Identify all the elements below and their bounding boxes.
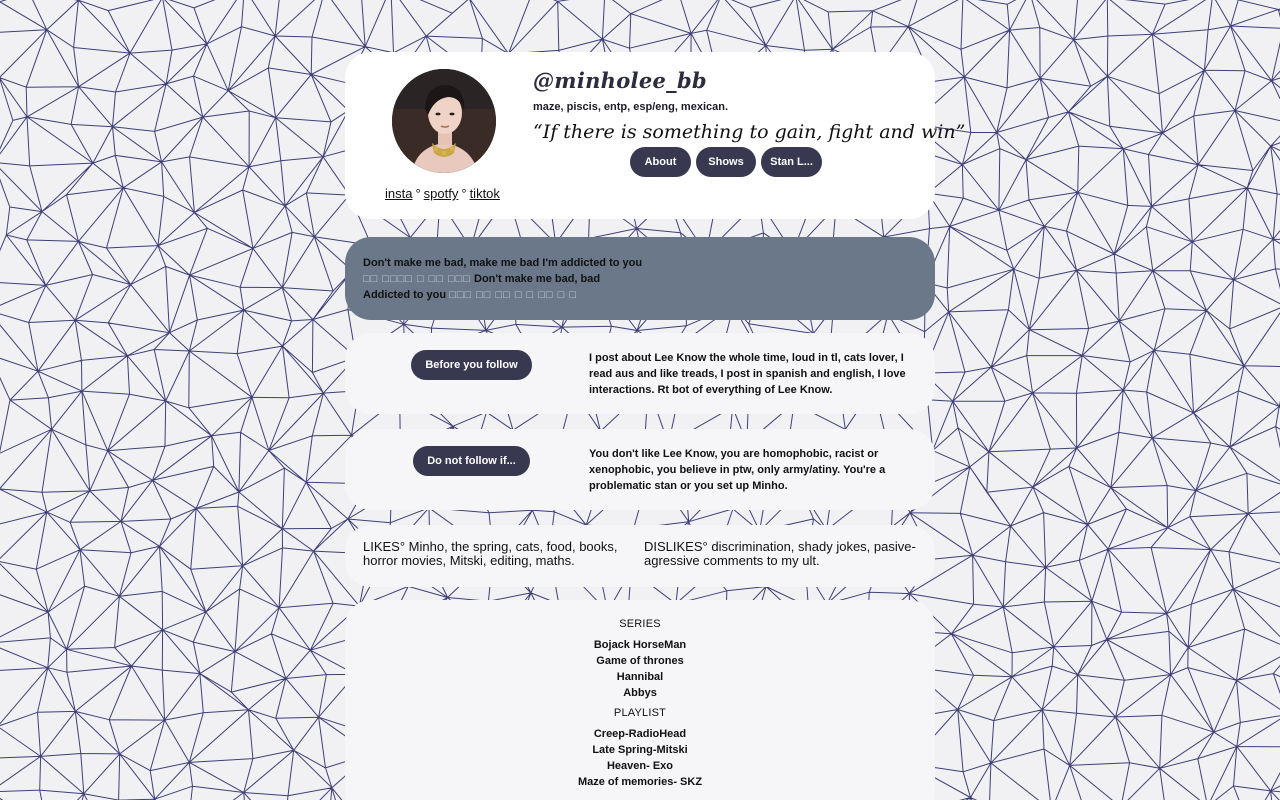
- profile-card: [345, 52, 966, 219]
- profile-quote: “If there is something to gain, fight and win”: [533, 121, 966, 143]
- dislikes-text: DISLIKES° discrimination, shady jokes, pasive-agressive comments to my ult.: [644, 539, 916, 568]
- insta-link[interactable]: insta: [385, 186, 413, 201]
- profile-bio: maze, piscis, entp, esp/eng, mexican.: [533, 101, 729, 113]
- spotify-link[interactable]: spotfy: [423, 186, 459, 201]
- link-separator: °: [461, 186, 467, 201]
- do-not-follow-card: [345, 429, 935, 510]
- tiktok-link[interactable]: tiktok: [469, 186, 500, 201]
- playlist-item: Creep-RadioHead: [593, 728, 687, 740]
- likes-text: LIKES° Minho, the spring, cats, food, books, horror movies, Mitski, editing, maths.: [363, 539, 618, 568]
- series-item: Bojack HorseMan: [593, 639, 687, 651]
- playlist-item: Heaven- Exo: [606, 760, 674, 772]
- preferences-card: [345, 525, 935, 587]
- playlist-item: Maze of memories- SKZ: [577, 776, 703, 788]
- link-separator: °: [415, 186, 421, 201]
- do-not-follow-button[interactable]: Do not follow if...: [413, 446, 530, 476]
- before-you-follow-text: I post about Lee Know the whole time, loud in tl, cats lover, I read aus and like treads, I post in spanish and english, I love interactions. Rt bot of everything of Lee Know.: [589, 352, 906, 396]
- lyric-line-3: [363, 287, 935, 303]
- avatar-photo-icon: [392, 69, 496, 173]
- shows-button[interactable]: Shows: [696, 147, 756, 177]
- series-item: Hannibal: [616, 671, 664, 683]
- social-links: [385, 186, 500, 201]
- series-list: [345, 637, 935, 701]
- lyric-line-2-text: Don't make me bad, bad: [474, 273, 601, 285]
- stan-list-button[interactable]: Stan L...: [761, 147, 822, 177]
- unrendered-glyphs: □□ □□□□ □ □□ □□□: [363, 273, 471, 285]
- lyric-line-1: Don't make me bad, make me bad I'm addicted to you: [363, 257, 643, 269]
- playlist-heading: PLAYLIST: [613, 707, 667, 719]
- about-button[interactable]: About: [630, 147, 691, 177]
- nav-buttons: [630, 147, 822, 177]
- do-not-follow-text: You don't like Lee Know, you are homophobic, racist or xenophobic, you believe in ptw, only army/atiny. You're a problematic stan or you set up Minho.: [589, 448, 886, 492]
- series-playlist-card: [345, 600, 935, 800]
- unrendered-glyphs: □□□ □□ □□ □ □ □□ □ □: [449, 289, 577, 301]
- profile-handle: @minholee_bb: [533, 68, 707, 93]
- series-heading: SERIES: [619, 618, 661, 630]
- before-you-follow-button[interactable]: Before you follow: [411, 350, 532, 380]
- avatar: [392, 69, 496, 173]
- series-item: Game of thrones: [596, 655, 684, 667]
- lyric-line-2: [363, 271, 935, 287]
- lyric-line-3-text: Addicted to you: [363, 289, 447, 301]
- series-item: Abbys: [623, 687, 657, 699]
- playlist-list: [345, 726, 935, 790]
- lyrics-card: [345, 237, 935, 320]
- before-you-follow-card: [345, 333, 935, 414]
- playlist-item: Late Spring-Mitski: [592, 744, 688, 756]
